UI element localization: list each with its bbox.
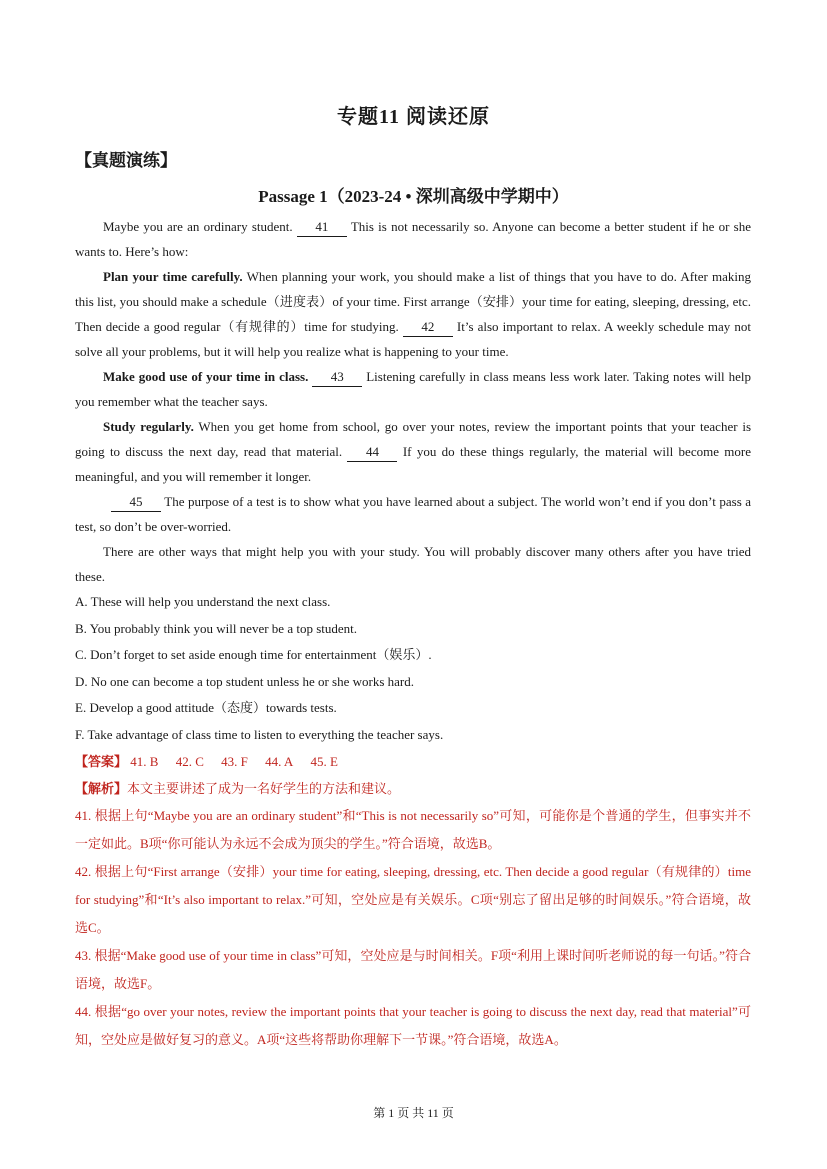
answer-43: 43. F xyxy=(221,754,248,769)
blank-41: 41 xyxy=(297,218,347,237)
explanation-42: 42. 根据上句“First arrange（安排）your time for eating, sleeping, dressing, etc. Then decide a good regular（有规律的）time for studying”和“It’s also important to relax.”可知，空处应是有关娱乐。C项“别忘了留出足够的时间娱乐。”符合语境，故选C。 xyxy=(75,864,751,935)
answer-42: 42. C xyxy=(175,754,204,769)
paragraph-5 xyxy=(75,489,751,539)
explanation-41: 41. 根据上句“Maybe you are an ordinary student”和“This is not necessarily so”可知，可能你是个普通的学生，但事实并不一定如此。B项“你可能认为永远不会成为顶尖的学生。”符合语境，故选B。 xyxy=(75,808,751,851)
paragraph-text: When planning your work, you should make a list of things that you have to do. After making this list, you should make a schedule（进度表）of your time. First arrange（安排）your time for eating, sleeping, dressing, etc. Then decide a good regular（有规律的）time for studying. xyxy=(75,269,752,334)
section-heading: 【真题演练】 xyxy=(75,151,177,170)
option-d: D. No one can become a top student unless he or she works hard. xyxy=(75,673,414,689)
paragraph-heading: Plan your time carefully. xyxy=(103,269,243,284)
paragraph-text: Maybe you are an ordinary student. xyxy=(103,219,293,234)
paragraph-text: When you get home from school, go over your notes, review the important points that your teacher is going to discuss the next day, read that material. xyxy=(75,419,751,459)
option-c: C. Don’t forget to set aside enough time for entertainment（娱乐）. xyxy=(75,647,432,662)
option-a: A. These will help you understand the next class. xyxy=(75,594,331,609)
paragraph-heading: Study regularly. xyxy=(103,419,194,434)
paragraph-1 xyxy=(75,214,751,264)
paragraph-6: There are other ways that might help you with your study. You will probably discover many others after you have tried these. xyxy=(75,544,751,584)
paragraph-text: The purpose of a test is to show what you have learned about a subject. The world won’t end if you don’t pass a test, so don’t be over-worried. xyxy=(75,494,752,534)
page-footer: 第 1 页 共 11 页 xyxy=(373,1106,454,1120)
paragraph-text: This is not necessarily so. Anyone can become a better student if he or she wants to. Here’s how: xyxy=(75,219,751,259)
paragraph-text: If you do these things regularly, the material will become more meaningful, and you will remember it longer. xyxy=(75,444,752,484)
passage-title: Passage 1（2023-24 • 深圳高级中学期中） xyxy=(258,187,569,206)
option-f: F. Take advantage of class time to listen to everything the teacher says. xyxy=(75,726,444,742)
blank-45: 45 xyxy=(111,493,161,512)
answer-45: 45. E xyxy=(310,754,338,769)
paragraph-heading: Make good use of your time in class. xyxy=(103,369,309,384)
paragraph-text: It’s also important to relax. A weekly schedule may not solve all your problems, but it will help you realize what is happening to your time. xyxy=(75,319,751,359)
explanation-43: 43. 根据“Make good use of your time in class”可知，空处应是与时间相关。F项“利用上课时间听老师说的每一句话。”符合语境，故选F。 xyxy=(75,948,751,991)
blank-43: 43 xyxy=(312,368,362,387)
option-b: B. You probably think you will never be a top student. xyxy=(75,620,358,636)
analysis-text: 本文主要讲述了成为一名好学生的方法和建议。 xyxy=(127,781,401,796)
explanation-44: 44. 根据“go over your notes, review the important points that your teacher is going to discuss the next day, read that material”可知，空处应是做好复习的意义。A项“这些将帮助你理解下一节课。”符合语境，故选A。 xyxy=(75,1004,751,1047)
paragraph-2 xyxy=(75,264,751,364)
answer-44: 44. A xyxy=(265,754,294,769)
paragraph-3 xyxy=(75,364,751,414)
analysis-line xyxy=(75,775,751,802)
answer-line xyxy=(75,748,751,775)
paragraph-4 xyxy=(75,414,751,489)
options-list xyxy=(75,589,751,748)
answer-label: 【答案】 xyxy=(75,754,128,769)
answer-41: 41. B xyxy=(130,754,159,769)
blank-42: 42 xyxy=(403,318,453,337)
analysis-label: 【解析】 xyxy=(75,781,128,796)
passage-body xyxy=(75,214,751,1054)
blank-44: 44 xyxy=(347,443,397,462)
page-title: 专题11 阅读还原 xyxy=(337,106,490,128)
paragraph-text: Listening carefully in class means less work later. Taking notes will help you remember what the teacher says. xyxy=(75,369,751,409)
option-e: E. Develop a good attitude（态度）towards tests. xyxy=(75,700,337,715)
